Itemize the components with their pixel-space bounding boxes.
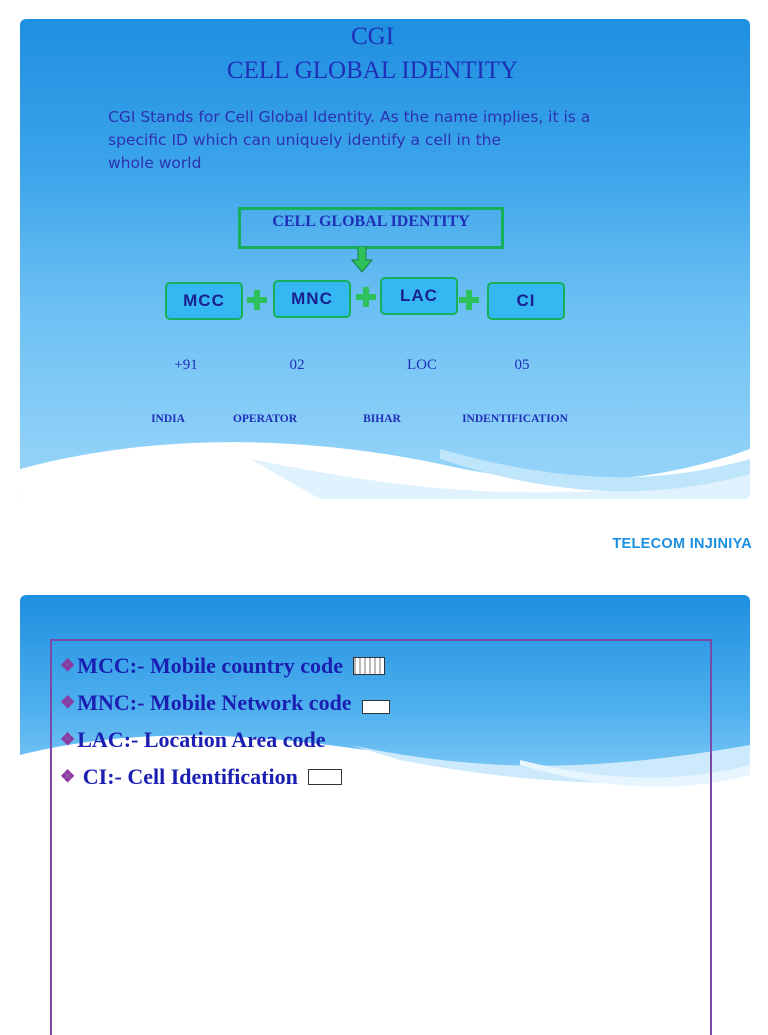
bullet-list <box>60 647 390 795</box>
intro-line: specific ID which can uniquely identify a cell in the <box>108 131 502 149</box>
cgi-diagram-title: CELL GLOBAL IDENTITY <box>238 207 504 249</box>
slide-title-short: CGI <box>350 23 395 50</box>
slide-cgi-overview <box>20 19 750 499</box>
diamond-bullet-icon: ❖ <box>60 729 76 749</box>
lac-value: LOC <box>407 357 437 373</box>
bullet-item-mnc <box>60 684 390 721</box>
plus-icon <box>459 290 479 310</box>
mnc-value: 02 <box>289 357 305 373</box>
bullet-text: MNC:- Mobile Network code <box>77 689 352 715</box>
plus-icon <box>356 287 376 307</box>
bullet-text: MCC:- Mobile country code <box>77 652 344 678</box>
mcc-box: MCC <box>165 282 243 320</box>
embedded-object-icon[interactable] <box>362 700 390 714</box>
mnc-box: MNC <box>273 280 351 318</box>
footer-brand: TELECOM INJINIYA <box>612 536 752 552</box>
ci-value: 05 <box>514 357 530 373</box>
bullet-item-lac <box>60 721 390 758</box>
slide-title-full: CELL GLOBAL IDENTITY <box>226 57 519 84</box>
ci-box: CI <box>487 282 565 320</box>
wave-decoration <box>20 19 750 499</box>
intro-line: whole world <box>108 154 202 172</box>
mcc-value: +91 <box>174 357 198 373</box>
ci-label: INDENTIFICATION <box>462 413 568 425</box>
diamond-bullet-icon: ❖ <box>60 766 76 786</box>
intro-text <box>108 106 638 175</box>
intro-line: CGI Stands for Cell Global Identity. As the name implies, it is a <box>108 108 591 126</box>
lac-label: BIHAR <box>363 413 401 425</box>
bullet-item-mcc <box>60 647 390 684</box>
bullet-text: CI:- Cell Identification <box>77 763 298 789</box>
bullet-item-ci <box>60 758 390 795</box>
mnc-label: OPERATOR <box>232 413 298 425</box>
embedded-object-icon[interactable] <box>353 657 385 675</box>
plus-icon <box>247 290 267 310</box>
bullet-text: LAC:- Location Area code <box>77 726 326 752</box>
mcc-label: INDIA <box>151 413 185 425</box>
diamond-bullet-icon: ❖ <box>60 692 76 712</box>
diamond-bullet-icon: ❖ <box>60 655 76 675</box>
embedded-object-icon[interactable] <box>308 769 342 785</box>
lac-box: LAC <box>380 277 458 315</box>
down-arrow-icon <box>351 246 373 274</box>
slide-cgi-components <box>20 595 750 1035</box>
